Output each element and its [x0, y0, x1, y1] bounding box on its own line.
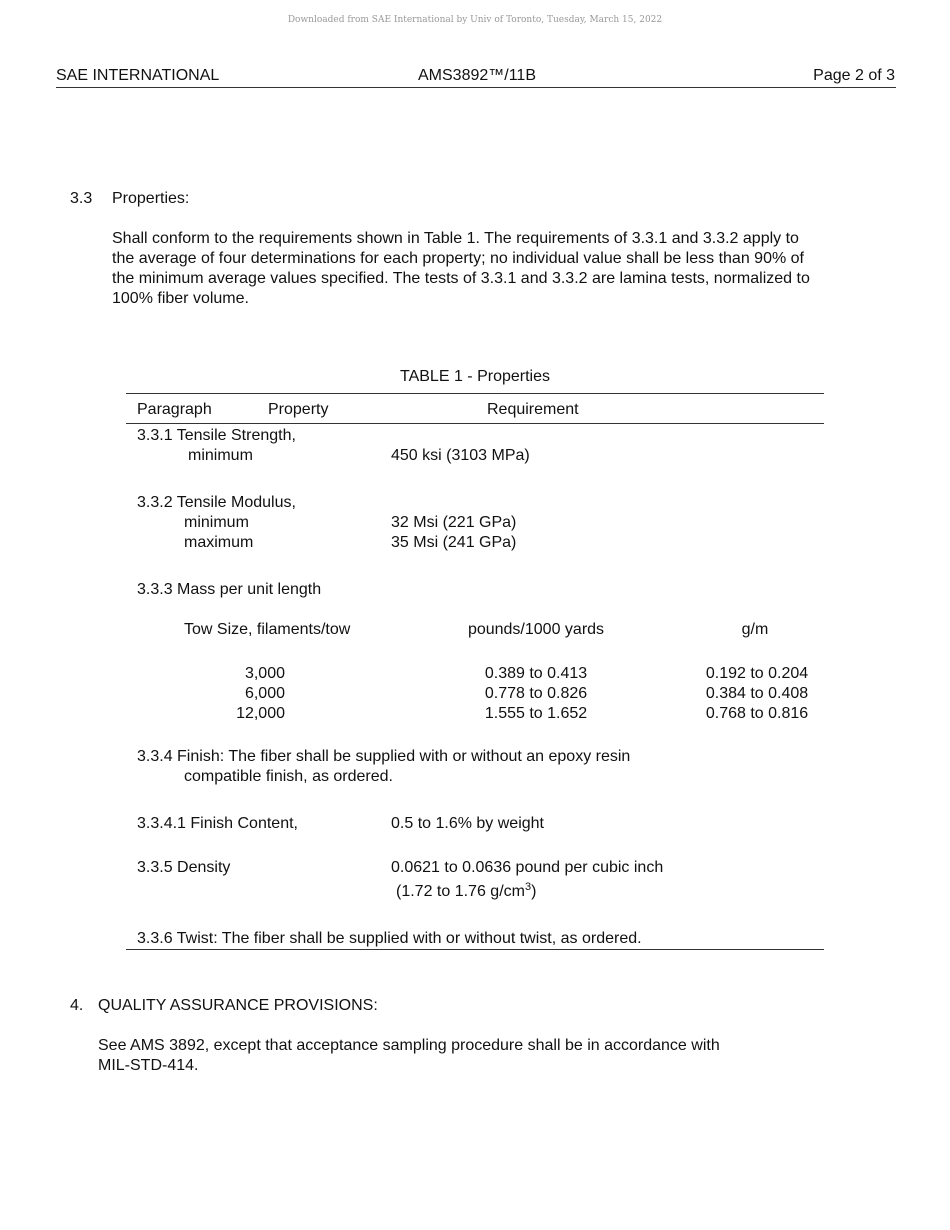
- section-4-number: 4.: [70, 997, 84, 1014]
- mass-col-tow-size: Tow Size, filaments/tow: [184, 621, 351, 638]
- mass-col-pounds: pounds/1000 yards: [467, 621, 605, 638]
- table-header-paragraph: Paragraph: [137, 401, 212, 418]
- download-watermark: Downloaded from SAE International by Univ of Toronto, Tuesday, March 15, 2022: [287, 15, 663, 25]
- tensile-modulus-label: 3.3.2 Tensile Modulus,: [137, 494, 296, 511]
- tensile-modulus-max-value: 35 Msi (241 GPa): [391, 534, 517, 551]
- table-caption: TABLE 1 - Properties: [400, 368, 550, 385]
- section-4-title: QUALITY ASSURANCE PROVISIONS:: [98, 997, 378, 1014]
- density-metric-text: (1.72 to 1.76 g/cm: [396, 883, 525, 900]
- header-page-number: Page 2 of 3: [813, 67, 895, 84]
- table-top-rule: [126, 393, 824, 394]
- header-doc-id: AMS3892™/11B: [418, 67, 536, 84]
- density-close-paren: ): [531, 883, 537, 900]
- mass-row-tow: 12,000: [236, 705, 285, 722]
- tensile-strength-sub: minimum: [188, 447, 253, 464]
- mass-row-gm: 0.768 to 0.816: [705, 705, 809, 722]
- mass-row-pounds: 1.555 to 1.652: [484, 705, 588, 722]
- section-3-3-number: 3.3: [70, 190, 93, 207]
- finish-line-1: 3.3.4 Finish: The fiber shall be supplied with or without an epoxy resin: [137, 748, 631, 765]
- section-4-body-line: See AMS 3892, except that acceptance sampling procedure shall be in accordance with: [98, 1037, 720, 1054]
- density-value-metric: [396, 882, 536, 902]
- density-label: 3.3.5 Density: [137, 859, 231, 876]
- finish-content-label: 3.3.4.1 Finish Content,: [137, 815, 298, 832]
- finish-line-2: compatible finish, as ordered.: [184, 768, 393, 785]
- table-bottom-rule: [126, 949, 824, 950]
- tensile-modulus-max-label: maximum: [184, 534, 254, 551]
- section-3-3-body-line: the average of four determinations for each property; no individual value shall be less than 90% of: [112, 250, 804, 267]
- header-rule: [56, 87, 896, 88]
- density-superscript: 3: [524, 881, 532, 893]
- mass-row-pounds: 0.389 to 0.413: [484, 665, 588, 682]
- finish-content-value: 0.5 to 1.6% by weight: [391, 815, 544, 832]
- section-3-3-title: Properties:: [112, 190, 190, 207]
- density-value-imperial: 0.0621 to 0.0636 pound per cubic inch: [391, 859, 664, 876]
- header-org: SAE INTERNATIONAL: [56, 67, 220, 84]
- tensile-modulus-min-label: minimum: [184, 514, 249, 531]
- mass-row-tow: 6,000: [244, 685, 285, 702]
- table-header-property: Property: [268, 401, 329, 418]
- table-header-requirement: Requirement: [487, 401, 579, 418]
- section-3-3-body-line: the minimum average values specified. The tests of 3.3.1 and 3.3.2 are lamina tests, normalized to: [112, 270, 810, 287]
- tensile-modulus-min-value: 32 Msi (221 GPa): [391, 514, 517, 531]
- tensile-strength-value: 450 ksi (3103 MPa): [391, 447, 530, 464]
- section-4-body-line: MIL-STD-414.: [98, 1057, 199, 1074]
- section-3-3-body-line: 100% fiber volume.: [112, 290, 249, 307]
- mass-row-pounds: 0.778 to 0.826: [484, 685, 588, 702]
- mass-row-gm: 0.384 to 0.408: [705, 685, 809, 702]
- section-3-3-body-line: Shall conform to the requirements shown in Table 1. The requirements of 3.3.1 and 3.3.2 apply to: [112, 230, 799, 247]
- mass-col-gm: g/m: [741, 621, 769, 638]
- mass-per-length-label: 3.3.3 Mass per unit length: [137, 581, 322, 598]
- twist-row: 3.3.6 Twist: The fiber shall be supplied with or without twist, as ordered.: [137, 930, 642, 947]
- mass-row-tow: 3,000: [244, 665, 285, 682]
- table-header-rule: [126, 423, 824, 424]
- mass-row-gm: 0.192 to 0.204: [705, 665, 809, 682]
- tensile-strength-label: 3.3.1 Tensile Strength,: [137, 427, 296, 444]
